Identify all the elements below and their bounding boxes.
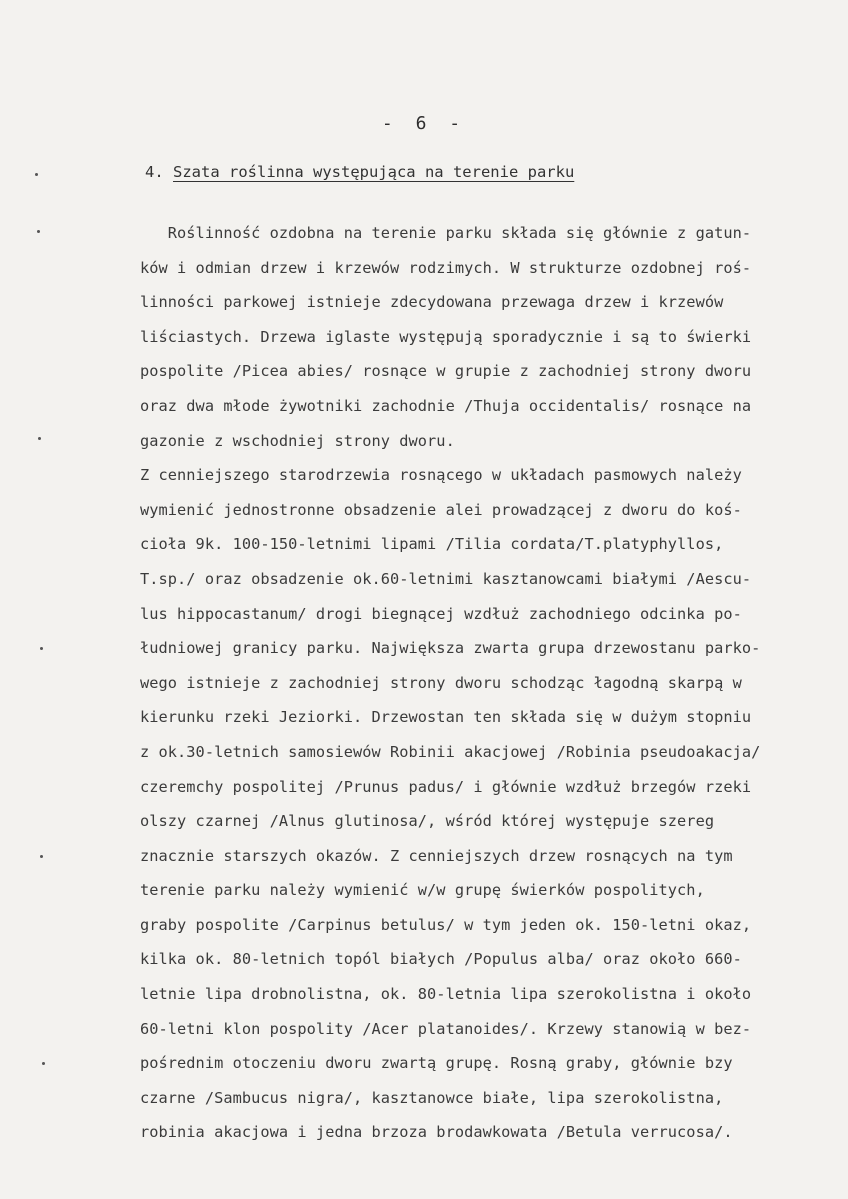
body-text bbox=[140, 216, 840, 1150]
text-line: letnie lipa drobnolistna, ok. 80-letnia lipa szerokolistna i około bbox=[140, 985, 752, 1004]
text-line: łudniowej granicy parku. Największa zwarta grupa drzewostanu parko- bbox=[140, 639, 761, 658]
text-line: kierunku rzeki Jeziorki. Drzewostan ten składa się w dużym stopniu bbox=[140, 708, 752, 727]
text-line: olszy czarnej /Alnus glutinosa/, wśród której występuje szereg bbox=[140, 812, 715, 831]
margin-mark bbox=[38, 437, 41, 440]
margin-mark bbox=[42, 1062, 45, 1065]
text-line: oraz dwa młode żywotniki zachodnie /Thuja occidentalis/ rosnące na bbox=[140, 396, 752, 415]
text-line: Roślinność ozdobna na terenie parku składa się głównie z gatun- bbox=[140, 224, 752, 242]
page-number: - 6 - bbox=[381, 113, 467, 134]
text-line: Z cenniejszego starodrzewia rosnącego w układach pasmowych należy bbox=[140, 466, 742, 485]
text-line: robinia akacjowa i jedna brzoza brodawkowata /Betula verrucosa/. bbox=[140, 1123, 733, 1142]
text-line: pospolite /Picea abies/ rosnące w grupie z zachodniej strony dworu bbox=[140, 362, 752, 381]
text-line: T.sp./ oraz obsadzenie ok.60-letnimi kasztanowcami białymi /Aescu- bbox=[140, 569, 752, 588]
section-heading bbox=[145, 163, 574, 181]
margin-mark bbox=[40, 855, 43, 858]
margin-mark bbox=[40, 647, 43, 650]
text-line: gazonie z wschodniej strony dworu. bbox=[140, 431, 455, 450]
text-line: wego istnieje z zachodniej strony dworu schodząc łagodną skarpą w bbox=[140, 673, 742, 692]
text-line: linności parkowej istnieje zdecydowana przewaga drzew i krzewów bbox=[140, 293, 724, 312]
section-number: 4. bbox=[145, 163, 164, 181]
text-line: lus hippocastanum/ drogi biegnącej wzdłuż zachodniego odcinka po- bbox=[140, 604, 742, 623]
text-line: czarne /Sambucus nigra/, kasztanowce białe, lipa szerokolistna, bbox=[140, 1088, 724, 1107]
text-line: graby pospolite /Carpinus betulus/ w tym jeden ok. 150-letni okaz, bbox=[140, 915, 752, 934]
text-line: cioła 9k. 100-150-letnimi lipami /Tilia cordata/T.platyphyllos, bbox=[140, 535, 724, 554]
text-line: 60-letni klon pospolity /Acer platanoides/. Krzewy stanowią w bez- bbox=[140, 1019, 752, 1038]
text-line: liściastych. Drzewa iglaste występują sporadycznie i są to świerki bbox=[140, 327, 752, 346]
text-line: znacznie starszych okazów. Z cenniejszych drzew rosnących na tym bbox=[140, 846, 733, 865]
text-line: terenie parku należy wymienić w/w grupę świerków pospolitych, bbox=[140, 881, 705, 900]
text-line: z ok.30-letnich samosiewów Robinii akacjowej /Robinia pseudoakacja/ bbox=[140, 742, 761, 761]
section-title: Szata roślinna występująca na terenie parku bbox=[173, 163, 575, 181]
text-line: ków i odmian drzew i krzewów rodzimych. W strukturze ozdobnej roś- bbox=[140, 258, 752, 277]
text-line: kilka ok. 80-letnich topól białych /Populus alba/ oraz około 660- bbox=[140, 950, 742, 969]
text-line: pośrednim otoczeniu dworu zwartą grupę. Rosną graby, głównie bzy bbox=[140, 1054, 733, 1073]
margin-mark bbox=[35, 173, 38, 176]
text-line: wymienić jednostronne obsadzenie alei prowadzącej z dworu do koś- bbox=[140, 500, 742, 519]
margin-mark bbox=[37, 230, 40, 233]
text-line: czeremchy pospolitej /Prunus padus/ i głównie wzdłuż brzegów rzeki bbox=[140, 777, 752, 796]
